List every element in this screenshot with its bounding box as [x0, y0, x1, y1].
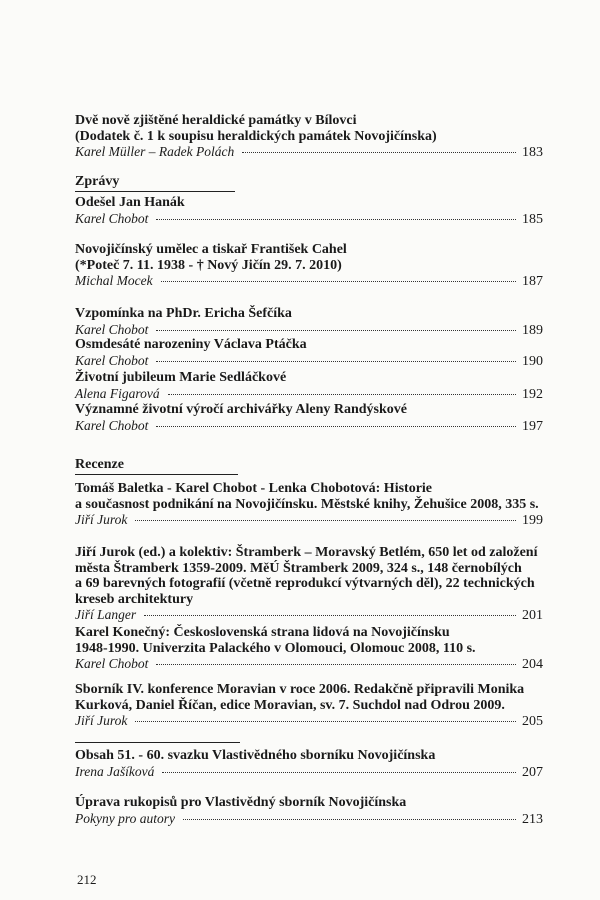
entry-author-row: [75, 353, 543, 370]
section-heading-recenze: Recenze: [75, 457, 124, 472]
section-rule: [75, 191, 235, 192]
entry-author: Karel Chobot: [75, 656, 149, 671]
entry-page: 190: [522, 353, 543, 369]
toc-entry: [75, 795, 543, 828]
entry-author: Alena Figarová: [75, 385, 160, 401]
entry-page: 185: [522, 211, 543, 227]
dot-leader: [156, 330, 516, 331]
entry-author: Irena Jašíková: [75, 763, 155, 779]
entry-author: Jiří Jurok: [75, 512, 128, 527]
entry-author-row: [75, 322, 543, 339]
entry-title-line: Významné životní výročí archivářky Aleny Randýskové: [75, 402, 407, 417]
toc-entry: [75, 242, 543, 290]
entry-title-line: Obsah 51. - 60. svazku Vlastivědného sborníku Novojičínska: [75, 748, 436, 763]
toc-entry: [75, 545, 543, 624]
entry-title-line: 1948-1990. Univerzita Palackého v Olomouci, Olomouc 2008, 110 s.: [75, 640, 476, 656]
toc-entry: [75, 113, 543, 161]
entry-title-line: Jiří Jurok (ed.) a kolektiv: Štramberk – Moravský Betlém, 650 let od založení: [75, 545, 538, 560]
entry-author-row: [75, 713, 543, 730]
entry-author-row: [75, 386, 543, 403]
entry-title-line: Karel Konečný: Československá strana lidová na Novojičínsku: [75, 625, 450, 640]
entry-author-row: [75, 811, 543, 828]
dot-leader: [135, 520, 516, 521]
entry-author: Pokyny pro autory: [75, 810, 175, 826]
entry-page: 201: [522, 608, 543, 623]
entry-author: Karel Chobot: [75, 321, 149, 337]
section-rule: [75, 742, 240, 743]
dot-leader: [135, 721, 516, 722]
toc-entry: [75, 370, 543, 403]
entry-page: 199: [522, 513, 543, 528]
entry-page: 204: [522, 657, 543, 672]
toc-entry: [75, 625, 543, 673]
entry-page: 213: [522, 811, 543, 827]
entry-title-line: Novojičínský umělec a tiskař František Cahel: [75, 242, 347, 257]
entry-title-line: Kurková, Daniel Říčan, edice Moravian, sv. 7. Suchdol nad Odrou 2009.: [75, 697, 505, 713]
entry-author-row: [75, 512, 543, 529]
entry-title-line: Životní jubileum Marie Sedláčkové: [75, 370, 287, 385]
entry-title-line: (Dodatek č. 1 k soupisu heraldických památek Novojičínska): [75, 128, 437, 144]
entry-title-line: kreseb architektury: [75, 591, 194, 607]
dot-leader: [161, 281, 516, 282]
entry-title-line: a 69 barevných fotografií (včetně reprodukcí výtvarných děl), 22 technických: [75, 576, 535, 591]
entry-page: 197: [522, 418, 543, 434]
entry-title-line: Tomáš Baletka - Karel Chobot - Lenka Chobotová: Historie: [75, 481, 433, 496]
toc-entry: [75, 481, 543, 529]
entry-author: Karel Chobot: [75, 210, 149, 226]
section-rule: [75, 474, 238, 475]
entry-title-line: Dvě nově zjištěné heraldické památky v Bílovci: [75, 113, 357, 128]
entry-page: 207: [522, 764, 543, 780]
dot-leader: [144, 615, 516, 616]
entry-author: Michal Mocek: [75, 273, 153, 288]
entry-author: Karel Chobot: [75, 417, 149, 433]
entry-page: 189: [522, 322, 543, 338]
dot-leader: [183, 819, 516, 820]
entry-author-row: [75, 656, 543, 673]
dot-leader: [242, 152, 516, 153]
entry-title-line: Odešel Jan Hanák: [75, 195, 185, 210]
entry-author: Jiří Langer: [75, 607, 137, 622]
toc-entry: [75, 748, 543, 781]
entry-author: Karel Müller – Radek Polách: [75, 144, 235, 159]
entry-page: 205: [522, 714, 543, 729]
entry-author-row: [75, 144, 543, 161]
entry-title-line: a současnost podnikání na Novojičínsku. Městské knihy, Žehušice 2008, 335 s.: [75, 496, 539, 512]
entry-page: 187: [522, 274, 543, 289]
dot-leader: [156, 361, 516, 362]
entry-title-line: Úprava rukopisů pro Vlastivědný sborník Novojičínska: [75, 795, 407, 810]
dot-leader: [162, 772, 516, 773]
entry-page: 192: [522, 386, 543, 402]
entry-author: Karel Chobot: [75, 352, 149, 368]
section-heading-zpravy: Zprávy: [75, 174, 120, 189]
entry-title-line: Vzpomínka na PhDr. Ericha Šefčíka: [75, 306, 292, 321]
entry-title-line: Sborník IV. konference Moravian v roce 2006. Redakčně připravili Monika: [75, 682, 525, 697]
dot-leader: [168, 394, 516, 395]
entry-author-row: [75, 607, 543, 624]
page-number: 212: [77, 872, 97, 887]
entry-title-line: (*Poteč 7. 11. 1938 - † Nový Jičín 29. 7. 2010): [75, 257, 342, 273]
toc-entry: [75, 682, 543, 730]
dot-leader: [156, 664, 516, 665]
toc-entry: [75, 306, 543, 339]
entry-author-row: [75, 764, 543, 781]
dot-leader: [156, 426, 516, 427]
toc-entry: [75, 195, 543, 228]
entry-author: Jiří Jurok: [75, 713, 128, 728]
toc-entry: [75, 337, 543, 370]
entry-author-row: [75, 418, 543, 435]
entry-author-row: [75, 273, 543, 290]
entry-page: 183: [522, 145, 543, 160]
dot-leader: [156, 219, 516, 220]
entry-author-row: [75, 211, 543, 228]
entry-title-line: města Štramberk 1359-2009. MěÚ Štramberk 2009, 324 s., 148 černobílých: [75, 560, 522, 576]
toc-entry: [75, 402, 543, 435]
entry-title-line: Osmdesáté narozeniny Václava Ptáčka: [75, 337, 307, 352]
